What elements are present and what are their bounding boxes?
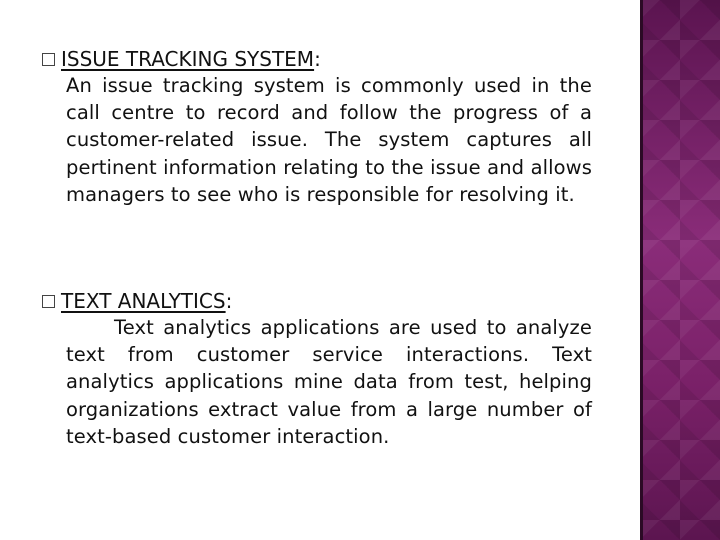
checkbox-icon <box>42 295 55 308</box>
heading-colon: : <box>225 289 233 313</box>
section-text-analytics <box>42 288 594 450</box>
section-heading <box>42 46 594 72</box>
section-body: An issue tracking system is commonly used in the call centre to record and follow the progress of a customer-related issue. The system captures all pertinent information relating to the issue and allows managers to see who is responsible for resolving it. <box>66 74 592 206</box>
panel-edge <box>640 0 643 540</box>
decorative-side-panel <box>640 0 720 540</box>
heading-title: TEXT ANALYTICS <box>61 289 226 313</box>
heading-colon: : <box>314 47 321 71</box>
heading-title: ISSUE TRACKING SYSTEM <box>61 47 315 71</box>
checkbox-icon <box>42 53 55 66</box>
section-body: Text analytics applications are used to analyze text from customer service interactions. Text analytics applications mine data from test, helping organizations extract value from a large number of text-based customer interaction. <box>66 316 592 448</box>
section-issue-tracking <box>42 46 594 208</box>
section-heading <box>42 288 594 314</box>
